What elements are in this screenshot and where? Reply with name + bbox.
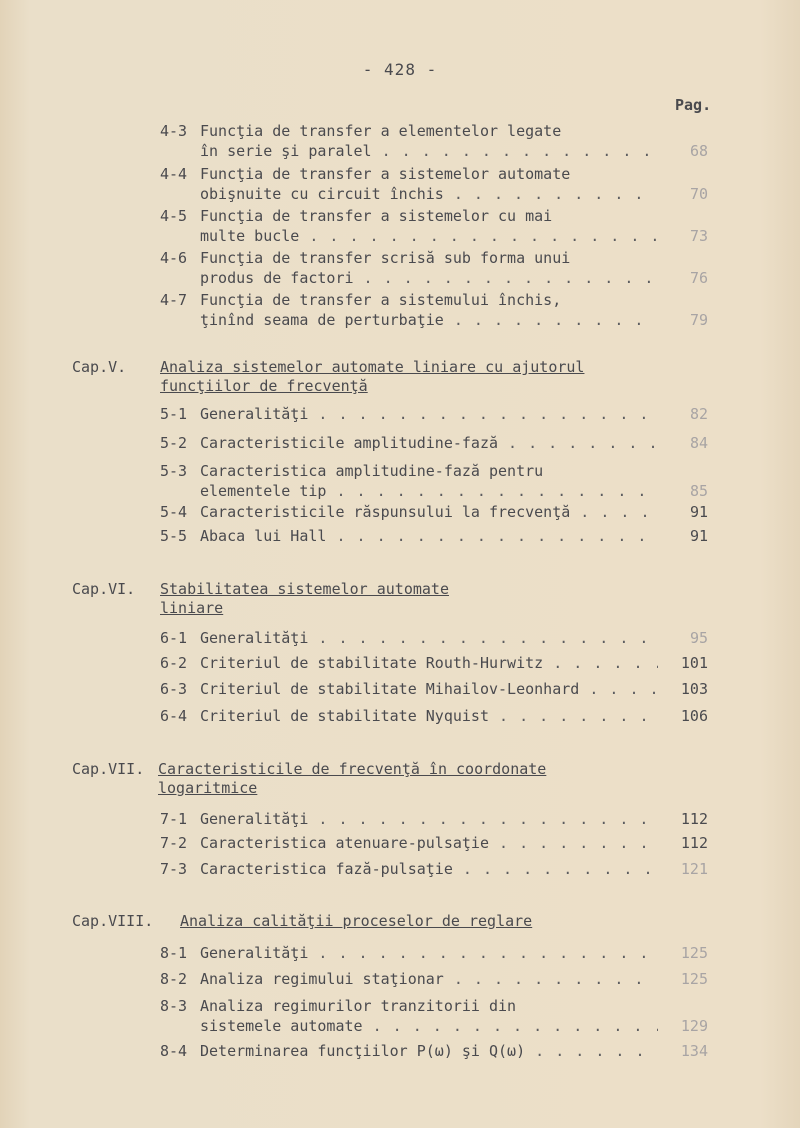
entry-page: 125 — [680, 944, 708, 962]
entry-page: 91 — [689, 527, 708, 545]
entry-title-line: Generalităţi . . . — [200, 404, 658, 424]
entry-title-line: Analiza regimului staţionar . . . — [200, 969, 658, 989]
chapter-label: Cap.VII. — [72, 760, 145, 778]
entry-page: 106 — [680, 707, 708, 725]
entry-number: 4-3 — [160, 122, 188, 140]
entry-number: 7-1 — [160, 810, 188, 828]
entry-title — [200, 996, 658, 1036]
chapter-title — [160, 580, 449, 618]
chapter-label: Cap.V. — [72, 358, 127, 376]
chapter-title-line: logaritmice — [158, 779, 258, 797]
chapter-title — [160, 358, 584, 396]
entry-number: 6-4 — [160, 707, 188, 725]
entry-page: 79 — [689, 311, 708, 329]
chapter-label: Cap.VI. — [72, 580, 136, 598]
entry-title-line: Analiza regimurilor tranzitorii din — [200, 997, 517, 1015]
chapter-title — [180, 912, 532, 931]
entry-title — [200, 706, 658, 726]
entry-number: 7-2 — [160, 834, 188, 852]
entry-title-line: Criteriul de stabilitate Mihailov-Leonhard . . . — [200, 679, 658, 699]
entry-page: 112 — [680, 834, 708, 852]
entry-number: 4-5 — [160, 207, 188, 225]
entry-title-line: Funcţia de transfer scrisă sub forma unui — [200, 249, 571, 267]
entry-number: 6-1 — [160, 629, 188, 647]
entry-title-line: Funcţia de transfer a sistemelor automate — [200, 165, 571, 183]
entry-title — [200, 679, 658, 699]
entry-page: 134 — [680, 1042, 708, 1060]
chapter-title-line: Caracteristicile de frecvenţă în coordonate — [158, 760, 547, 778]
entry-title — [200, 121, 658, 161]
chapter-title-line: Analiza sistemelor automate liniare cu ajutorul — [160, 358, 585, 376]
entry-page: 68 — [689, 142, 708, 160]
entry-number: 5-5 — [160, 527, 188, 545]
entry-title-line: Generalităţi . . . — [200, 809, 658, 829]
entry-page: 85 — [689, 482, 708, 500]
entry-title-line: Funcţia de transfer a sistemelor cu mai — [200, 207, 553, 225]
entry-title-line: Abaca lui Hall . . . — [200, 526, 658, 546]
entry-number: 8-2 — [160, 970, 188, 988]
entry-title — [200, 628, 658, 648]
entry-page: 73 — [689, 227, 708, 245]
entry-title — [200, 433, 658, 453]
entry-title — [200, 969, 658, 989]
entry-title — [200, 833, 658, 853]
chapter-title — [158, 760, 546, 798]
entry-page: 129 — [680, 1017, 708, 1035]
entry-title — [200, 526, 658, 546]
entry-title — [200, 461, 658, 501]
entry-number: 6-2 — [160, 654, 188, 672]
entry-title-line: ţinînd seama de perturbaţie . . . — [200, 310, 658, 330]
entry-title — [200, 859, 658, 879]
entry-title-line: Determinarea funcţiilor P(ω) şi Q(ω) . . . — [200, 1041, 658, 1061]
entry-title-line: Criteriul de stabilitate Routh-Hurwitz . . . — [200, 653, 658, 673]
entry-title — [200, 248, 658, 288]
entry-number: 8-3 — [160, 997, 188, 1015]
entry-title-line: Caracteristicile amplitudine-fază . . . — [200, 433, 658, 453]
entry-title-line: Criteriul de stabilitate Nyquist . . . — [200, 706, 658, 726]
chapter-title-line: Analiza calităţii proceselor de reglare — [180, 912, 533, 930]
entry-title-line: Generalităţi . . . — [200, 628, 658, 648]
entry-number: 5-4 — [160, 503, 188, 521]
entry-title-line: în serie şi paralel . . . — [200, 141, 658, 161]
entry-title-line: Caracteristica fază-pulsaţie . . . — [200, 859, 658, 879]
entry-page: 76 — [689, 269, 708, 287]
entry-title-line: produs de factori . . . — [200, 268, 658, 288]
entry-number: 8-4 — [160, 1042, 188, 1060]
entry-number: 4-4 — [160, 165, 188, 183]
entry-page: 95 — [689, 629, 708, 647]
entry-page: 70 — [689, 185, 708, 203]
entry-title-line: Caracteristica atenuare-pulsaţie . . . — [200, 833, 658, 853]
entry-title-line: obişnuite cu circuit închis . . . — [200, 184, 658, 204]
entry-title-line: multe bucle . . . — [200, 226, 658, 246]
entry-title — [200, 653, 658, 673]
entry-title-line: Generalităţi . . . — [200, 943, 658, 963]
entry-title-line: Funcţia de transfer a elementelor legate — [200, 122, 562, 140]
entry-page: 101 — [680, 654, 708, 672]
entry-number: 4-6 — [160, 249, 188, 267]
entry-title — [200, 943, 658, 963]
entry-title — [200, 1041, 658, 1061]
entry-title — [200, 164, 658, 204]
entry-page: 82 — [689, 405, 708, 423]
entry-title-line: Funcţia de transfer a sistemului închis, — [200, 291, 562, 309]
entry-title-line: Caracteristicile răspunsului la frecvenţă . . . — [200, 502, 658, 522]
chapter-title-line: Stabilitatea sistemelor automate — [160, 580, 449, 598]
page-column-header: Pag. — [675, 96, 712, 114]
chapter-title-line: funcţiilor de frecvenţă — [160, 377, 368, 395]
entry-title — [200, 290, 658, 330]
entry-title — [200, 809, 658, 829]
entry-title-line: sistemele automate . . . — [200, 1016, 658, 1036]
entry-title — [200, 502, 658, 522]
entry-title — [200, 404, 658, 424]
entry-page: 103 — [680, 680, 708, 698]
entry-page: 125 — [680, 970, 708, 988]
entry-number: 4-7 — [160, 291, 188, 309]
entry-page: 121 — [680, 860, 708, 878]
entry-title — [200, 206, 658, 246]
entry-page: 112 — [680, 810, 708, 828]
chapter-label: Cap.VIII. — [72, 912, 154, 930]
entry-title-line: elementele tip . . . — [200, 481, 658, 501]
page-number: - 428 - — [362, 60, 438, 79]
entry-number: 5-1 — [160, 405, 188, 423]
entry-title-line: Caracteristica amplitudine-fază pentru — [200, 462, 544, 480]
entry-number: 5-3 — [160, 462, 188, 480]
chapter-title-line: liniare — [160, 599, 224, 617]
entry-number: 6-3 — [160, 680, 188, 698]
entry-number: 5-2 — [160, 434, 188, 452]
entry-number: 8-1 — [160, 944, 188, 962]
entry-number: 7-3 — [160, 860, 188, 878]
entry-page: 91 — [689, 503, 708, 521]
entry-page: 84 — [689, 434, 708, 452]
